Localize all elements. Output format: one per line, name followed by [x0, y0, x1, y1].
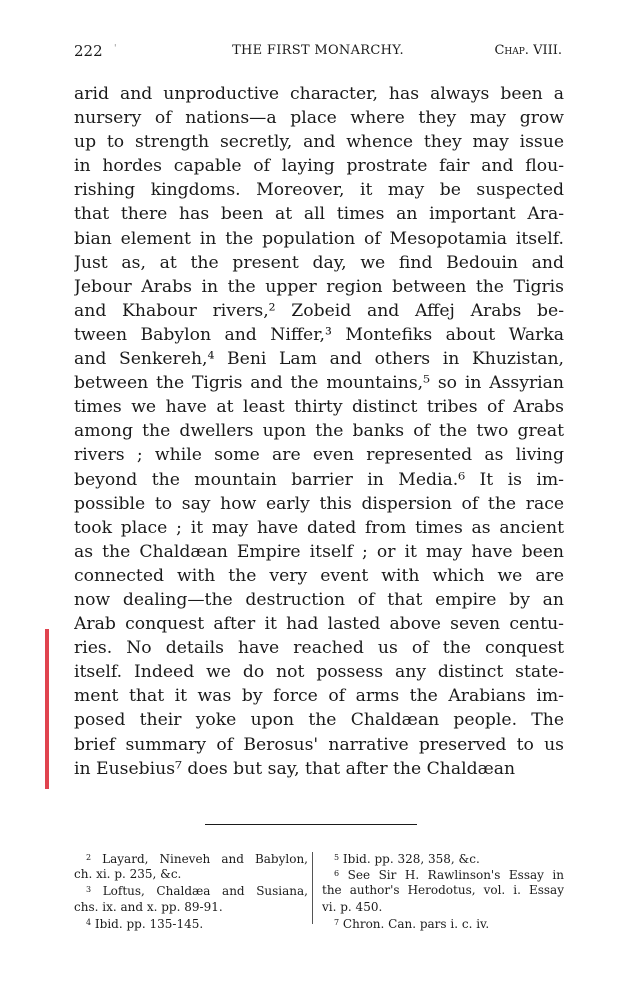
body-line: itself. Indeed we do not possess any distinct state- — [74, 662, 564, 683]
footnote-line — [74, 850, 308, 866]
running-title: THE FIRST MONARCHY. — [232, 43, 404, 58]
body-line: between the Tigris and the mountains,⁵ so in Assyrian — [74, 373, 564, 394]
body-line: nursery of nations—a place where they may grow — [74, 108, 564, 129]
body-line: now dealing—the destruction of that empire by an — [74, 589, 564, 610]
body-line: posed their yoke upon the Chaldæan people. The — [74, 710, 564, 731]
footnote-line — [322, 850, 564, 866]
footnote-line — [74, 915, 308, 931]
footnote-marker: 6 — [334, 869, 340, 879]
footnote-line — [322, 866, 564, 882]
footnote-text: Layard, Nineveh and Babylon, — [102, 852, 308, 866]
body-line: possible to say how early this dispersion of the race — [74, 493, 564, 514]
footnote-line — [74, 882, 308, 898]
page-number: 222 — [74, 42, 103, 60]
footnote-marker: 3 — [86, 885, 92, 895]
body-line: rivers ; while some are even represented as living — [74, 445, 564, 466]
margin-highlight-bar — [45, 629, 49, 789]
body-line: times we have at least thirty distinct tribes of Arabs — [74, 397, 564, 418]
footnote-text: the author's Herodotus, vol. i. Essay — [322, 883, 564, 898]
chapter-label: Chap. VIII. — [494, 43, 562, 58]
footnote-marker: 7 — [334, 917, 340, 927]
body-line: Just as, at the present day, we find Bedouin and — [74, 252, 564, 273]
body-line: ment that it was by force of arms the Arabians im- — [74, 686, 564, 707]
body-line: up to strength secretly, and whence they may issue — [74, 132, 564, 153]
footnote-text: ch. xi. p. 235, &c. — [74, 867, 182, 882]
footnote-column-divider — [312, 852, 313, 924]
footnote-text: vi. p. 450. — [322, 899, 383, 914]
body-line: arid and unproductive character, has always been a — [74, 84, 564, 104]
footnote-text: chs. ix. and x. pp. 89-91. — [74, 899, 223, 914]
body-line: Arab conquest after it had lasted above seven centu- — [74, 614, 564, 635]
footnote-marker: 5 — [334, 853, 340, 862]
body-text — [74, 82, 564, 781]
body-line: among the dwellers upon the banks of the two great — [74, 421, 564, 442]
body-line: ries. No details have reached us of the conquest — [74, 638, 564, 659]
body-line: tween Babylon and Niffer,³ Montefiks about Warka — [74, 324, 564, 345]
footnote-text: Chron. Can. pars i. c. iv. — [342, 916, 490, 931]
footnote-line — [322, 899, 564, 915]
body-line: bian element in the population of Mesopotamia itself. — [74, 228, 564, 249]
body-line: Jebour Arabs in the upper region between the Tigris — [74, 276, 564, 297]
footnote-text: Ibid. pp. 328, 358, &c. — [342, 852, 480, 866]
body-line: rishing kingdoms. Moreover, it may be suspected — [74, 180, 564, 201]
footnotes-right-column — [322, 850, 564, 931]
body-line: brief summary of Berosus' narrative preserved to us — [74, 734, 564, 755]
footnotes-left-column — [74, 850, 308, 931]
scan-mark: ' — [114, 44, 117, 54]
body-line: in hordes capable of laying prostrate fair and flou- — [74, 156, 564, 177]
footnote-line — [322, 915, 564, 931]
body-line: that there has been at all times an important Ara- — [74, 204, 564, 225]
footnote-marker: 2 — [86, 853, 92, 862]
footnote-line — [74, 899, 308, 915]
body-line: as the Chaldæan Empire itself ; or it may have been — [74, 541, 564, 562]
footnote-text: See Sir H. Rawlinson's Essay in — [347, 868, 564, 883]
footnote-marker: 4 — [86, 917, 92, 927]
body-line: and Senkereh,⁴ Beni Lam and others in Khuzistan, — [74, 349, 564, 370]
body-line: connected with the very event with which we are — [74, 565, 564, 586]
footnote-text: Loftus, Chaldæa and Susiana, — [102, 884, 308, 899]
body-line: took place ; it may have dated from times as ancient — [74, 517, 564, 538]
footnote-text: Ibid. pp. 135-145. — [94, 916, 204, 931]
footnote-rule — [205, 824, 417, 825]
body-line: beyond the mountain barrier in Media.⁶ It is im- — [74, 469, 564, 490]
page-header — [74, 42, 562, 66]
body-line: in Eusebius⁷ does but say, that after the Chaldæan — [74, 758, 516, 779]
body-line: and Khabour rivers,² Zobeid and Affej Arabs be- — [74, 300, 564, 321]
footnote-line — [74, 866, 308, 882]
footnote-line — [322, 882, 564, 898]
